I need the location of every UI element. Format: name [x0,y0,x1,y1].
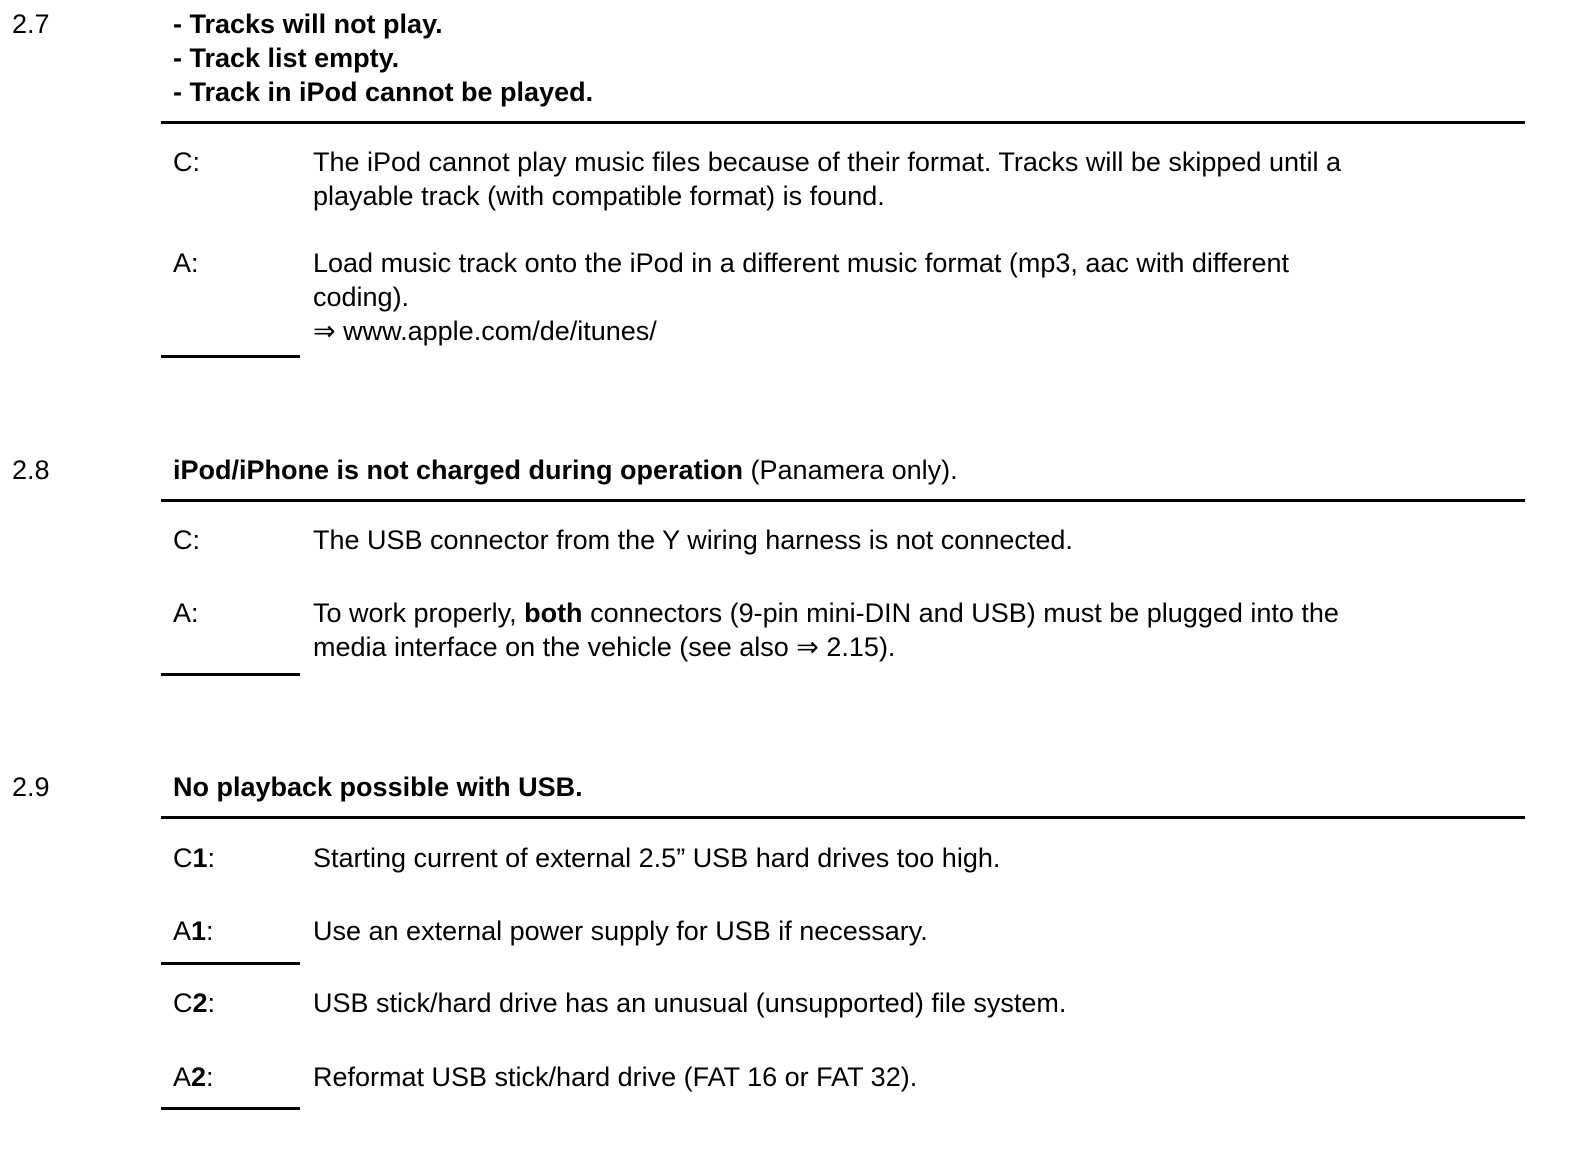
label-number: 2 [191,1062,207,1092]
action-text: Use an external power supply for USB if necessary. [313,916,928,946]
label-colon: : [207,988,216,1018]
action-post: connectors (9-pin mini-DIN and USB) must be plugged into the [582,598,1339,628]
end-divider [161,673,300,676]
section-divider [161,499,1525,502]
label-number: 1 [192,843,208,873]
section-divider [161,816,1525,819]
title-bold: iPod/iPhone is not charged during operation [173,455,744,485]
cause-text: USB stick/hard drive has an unusual (unsupported) file system. [313,988,1067,1018]
cause-label: C: [173,147,200,177]
title-line: - Track in iPod cannot be played. [173,77,594,107]
label-colon: : [206,1062,214,1092]
end-divider [161,355,300,358]
text-line: The iPod cannot play music files because of their format. Tracks will be skipped until a [313,147,1341,177]
cause-text: Starting current of external 2.5” USB hard drives too high. [313,843,1001,873]
action-label [173,1060,214,1094]
text-line: coding). [313,282,410,312]
section-title [173,453,958,487]
label-number: 2 [192,988,208,1018]
text-line: playable track (with compatible format) is found. [313,181,885,211]
label-letter: A [173,1062,192,1092]
section-divider [161,121,1525,124]
cause-text: The USB connector from the Y wiring harness is not connected. [313,525,1073,555]
action-text [313,596,1513,664]
section-number: 2.8 [12,455,50,485]
section-number: 2.9 [12,772,50,802]
action-bold: both [524,598,583,628]
section-title: No playback possible with USB. [173,772,583,802]
action-label: A: [173,248,199,278]
label-letter: A [173,916,192,946]
end-divider [161,1107,300,1110]
label-letter: C [173,988,193,1018]
cause-label [173,841,215,875]
end-divider [161,962,300,965]
action-label: A: [173,598,199,628]
title-line: - Tracks will not play. [173,9,443,39]
label-colon: : [207,843,216,873]
label-number: 1 [191,916,207,946]
label-letter: C [173,843,193,873]
title-rest: (Panamera only). [743,455,958,485]
section-title [173,7,593,109]
label-colon: : [206,916,214,946]
action-text [313,246,1513,348]
title-line: - Track list empty. [173,43,400,73]
text-line: Load music track onto the iPod in a different music format (mp3, aac with different [313,248,1289,278]
cause-label: C: [173,525,200,555]
cause-text [313,145,1513,213]
cause-label [173,986,215,1020]
section-number: 2.7 [12,9,50,39]
action-label [173,914,214,948]
itunes-link[interactable]: ⇒ www.apple.com/de/itunes/ [313,316,657,346]
text-line: media interface on the vehicle (see also ⇒ 2.15). [313,632,896,662]
action-text: Reformat USB stick/hard drive (FAT 16 or FAT 32). [313,1062,918,1092]
text-line [313,596,1513,630]
action-pre: To work properly, [313,598,525,628]
